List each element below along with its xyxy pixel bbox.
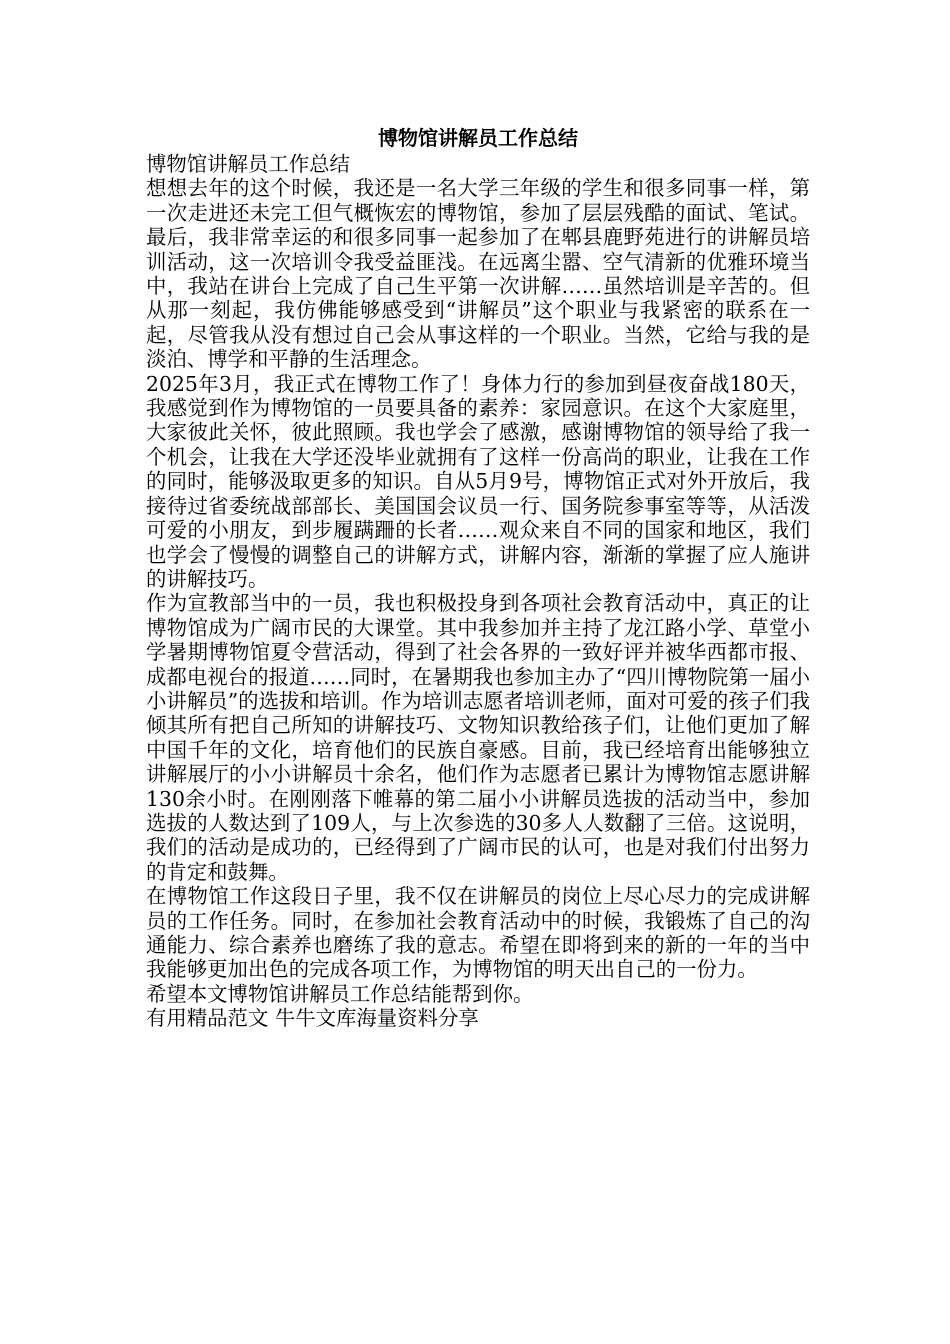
paragraph-start-work: 2025年3月，我正式在博物工作了！身体力行的参加到昼夜奋战180天，我感觉到作为博物馆的一员要具备的素养：家园意识。在这个大家庭里，大家彼此关怀，彼此照顾。我也学会了感激，感谢博物馆的领导给了我一个机会，让我在大学还没毕业就拥有了这样一份高尚的职业，让我在工作的同时，能够汲取更多的知识。自从5月9号，博物馆正式对外开放后，我接待过省委统战部部长、美国国会议员一行、国务院参事室等等，从活泼可爱的小朋友，到步履蹒跚的长者……观众来自不同的国家和地区，我们也学会了慢慢的调整自己的讲解方式，讲解内容，渐渐的掌握了应人施讲的讲解技巧。 [146,371,810,591]
paragraph-footer-note: 有用精品范文 牛牛文库海量资料分享 [146,1006,479,1031]
paragraph-closing-note: 希望本文博物馆讲解员工作总结能帮到你。 [146,981,534,1006]
document-page [146,124,810,1031]
document-title: 博物馆讲解员工作总结 [378,126,578,150]
paragraph-intro: 想想去年的这个时候，我还是一名大学三年级的学生和很多同事一样，第一次走进还未完工但气概恢宏的博物馆，参加了层层残酷的面试、笔试。最后，我非常幸运的和很多同事一起参加了在郫县鹿野苑进行的讲解员培训活动，这一次培训令我受益匪浅。在远离尘嚣、空气清新的优雅环境当中，我站在讲台上完成了自己生平第一次讲解……虽然培训是辛苦的。但从那一刻起，我仿佛能够感受到“讲解员”这个职业与我紧密的联系在一起，尽管我从没有想过自己会从事这样的一个职业。当然，它给与我的是淡泊、博学和平静的生活理念。 [146,176,810,372]
paragraph-education-activities: 作为宣教部当中的一员，我也积极投身到各项社会教育活动中，真正的让博物馆成为广阔市民的大课堂。其中我参加并主持了龙江路小学、草堂小学暑期博物馆夏令营活动，得到了社会各界的一致好评并被华西都市报、成都电视台的报道……同时，在暑期我也参加主办了“四川博物院第一届小小讲解员”的选拔和培训。作为培训志愿者培训老师，面对可爱的孩子们我倾其所有把自己所知的讲解技巧、文物知识教给孩子们，让他们更加了解中国千年的文化，培育他们的民族自豪感。目前，我已经培育出能够独立讲解展厅的小小讲解员十余名，他们作为志愿者已累计为博物馆志愿讲解130余小时。在刚刚落下帷幕的第二届小小讲解员选拔的活动当中，参加选拔的人数达到了109人，与上次参选的30多人人数翻了三倍。这说明，我们的活动是成功的，已经得到了广阔市民的认可，也是对我们付出努力的肯定和鼓舞。 [146,591,810,884]
paragraph-conclusion: 在博物馆工作这段日子里，我不仅在讲解员的岗位上尽心尽力的完成讲解员的工作任务。同时，在参加社会教育活动中的时候，我锻炼了自己的沟通能力、综合素养也磨练了我的意志。希望在即将到来的新的一年的当中我能够更加出色的完成各项工作，为博物馆的明天出自己的一份力。 [146,884,810,982]
document-subtitle: 博物馆讲解员工作总结 [146,152,350,176]
document-body [146,152,810,1031]
